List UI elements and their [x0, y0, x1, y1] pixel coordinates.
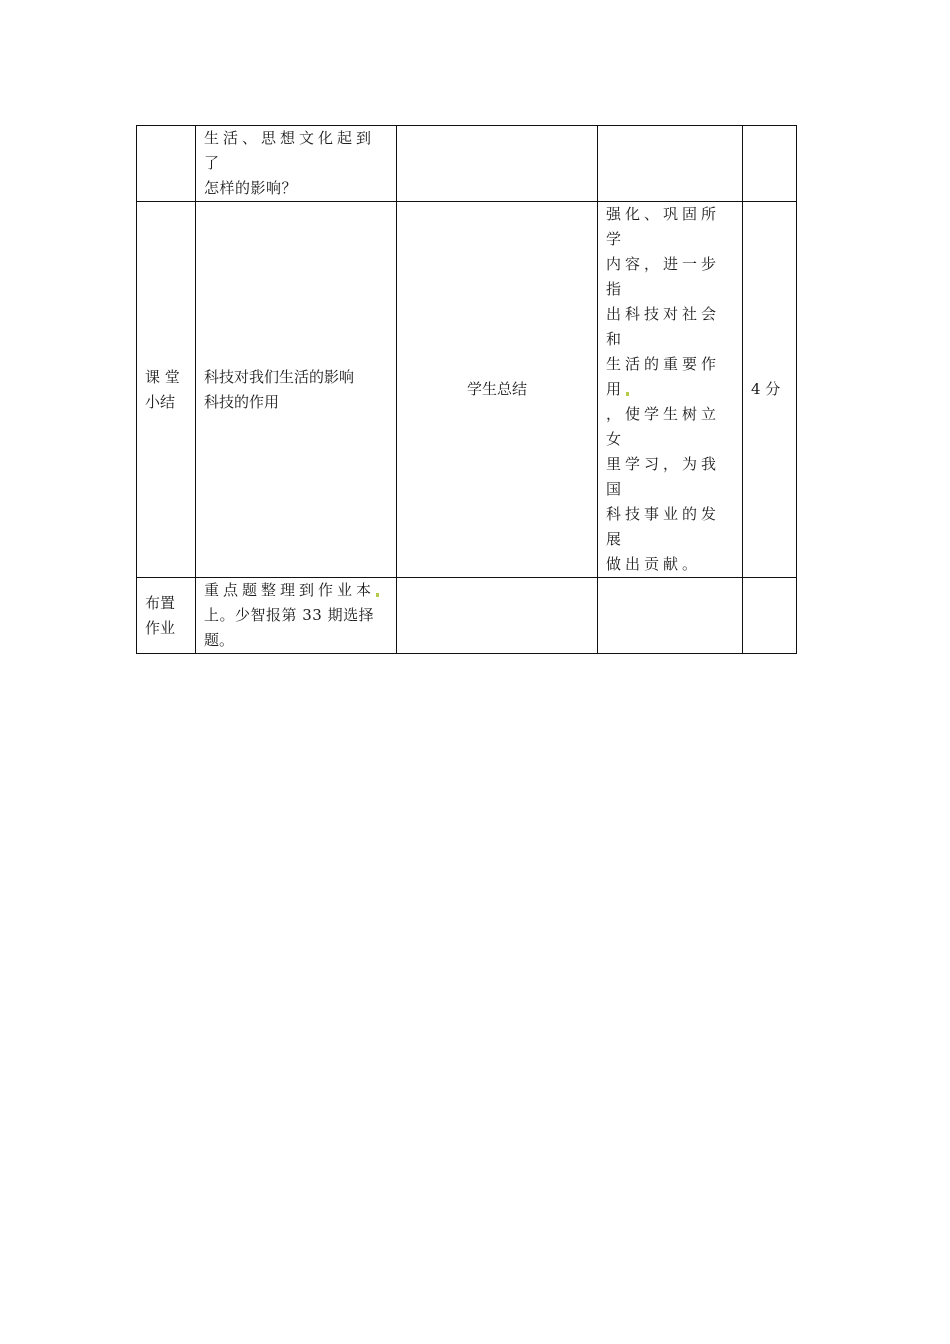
intent-line: 生活的重要作用 — [606, 355, 721, 398]
dot-mark — [626, 392, 629, 396]
table-row — [137, 126, 797, 202]
intent-cell — [598, 578, 743, 654]
activity-cell — [397, 202, 598, 578]
table-row — [137, 578, 797, 654]
time-cell — [743, 202, 797, 578]
time-cell — [743, 126, 797, 202]
stage-line: 布置 — [145, 593, 176, 612]
stage-line: 课 堂 — [145, 367, 180, 386]
intent-line: 做出贡献。 — [606, 555, 702, 573]
intent-line: 科技事业的发展 — [606, 505, 721, 548]
intent-cell — [598, 202, 743, 578]
intent-line: 强化、巩固所学 — [606, 205, 721, 248]
content-line: 生活、思想文化起到了 — [204, 129, 376, 172]
content-line: 怎样的影响？ — [204, 179, 298, 197]
intent-line: 内容，进一步指 — [606, 255, 721, 298]
content-line: 重点题整理到作业本 — [204, 578, 388, 603]
content-cell — [196, 202, 397, 578]
content-cell — [196, 126, 397, 202]
time-cell — [743, 578, 797, 654]
stage-line: 作业 — [145, 618, 176, 637]
intent-line: ，使学生树立女 — [606, 405, 721, 448]
content-line: 科技的作用 — [204, 392, 280, 411]
activity-text: 学生总结 — [466, 380, 527, 398]
time-text: 4 分 — [751, 380, 781, 398]
stage-cell — [137, 578, 196, 654]
intent-line: 出科技对社会和 — [606, 305, 721, 348]
activity-cell — [397, 578, 598, 654]
dot-mark — [376, 593, 379, 597]
stage-cell — [137, 202, 196, 578]
intent-cell — [598, 126, 743, 202]
table-row — [137, 202, 797, 578]
content-line: 科技对我们生活的影响 — [204, 367, 355, 386]
intent-line: 里学习，为我国 — [606, 455, 721, 498]
content-cell — [196, 578, 397, 654]
lesson-plan-table — [136, 125, 797, 654]
content-line: 题。 — [204, 631, 235, 649]
stage-line: 小结 — [145, 392, 176, 411]
stage-cell — [137, 126, 196, 202]
content-line: 上。少智报第 33 期选择 — [204, 606, 375, 624]
activity-cell — [397, 126, 598, 202]
